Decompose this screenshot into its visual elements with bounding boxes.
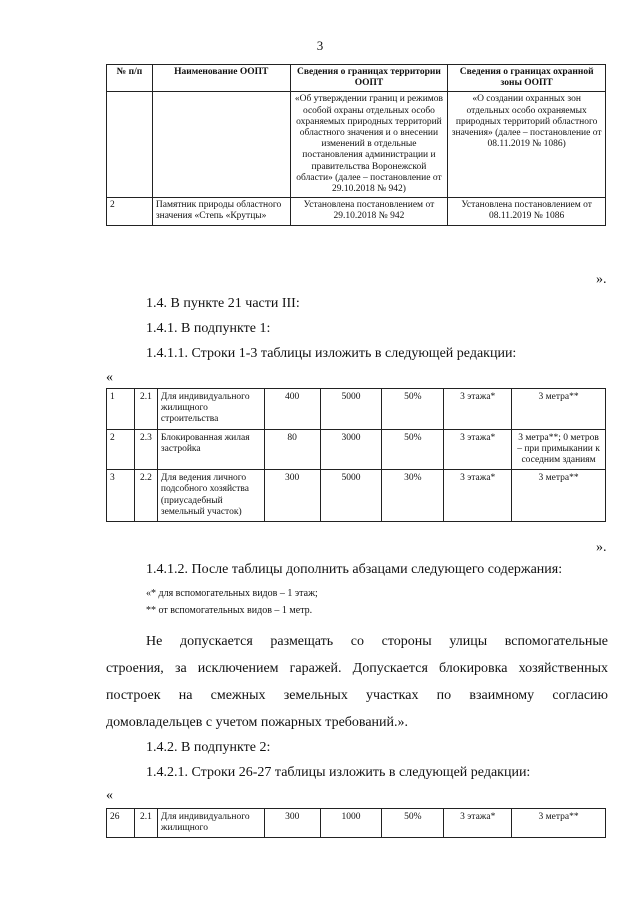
table-cell: 3000 <box>320 429 382 470</box>
table-cell: 2.1 <box>134 389 157 430</box>
opening-quote-2: « <box>106 370 113 385</box>
table-cell: Для ведения личного подсобного хозяйства (приусадебный земельный участок) <box>157 470 264 522</box>
table-cell: 50% <box>382 429 444 470</box>
paragraph-1-4-2-1: 1.4.2.1. Строки 26-27 таблицы изложить в следующей редакции: <box>146 765 531 780</box>
table-cell: 1 <box>107 389 135 430</box>
col-header-number: № п/п <box>107 65 153 92</box>
paragraph-1-4-1-1: 1.4.1.1. Строки 1-3 таблицы изложить в следующей редакции: <box>146 346 517 361</box>
table-cell: 26 <box>107 809 135 838</box>
table-cell: 300 <box>264 470 320 522</box>
table-cell: Памятник природы областного значения «Степь «Крутцы» <box>152 198 290 225</box>
opening-quote-3: « <box>106 788 113 803</box>
table-cell: 3 этажа* <box>444 429 512 470</box>
table-cell: 5000 <box>320 389 382 430</box>
table-cell: 3 <box>107 470 135 522</box>
page-number: 3 <box>316 38 324 53</box>
table-cell: 400 <box>264 389 320 430</box>
table-cell: 2.3 <box>134 429 157 470</box>
paragraph-1-4-1: 1.4.1. В подпункте 1: <box>146 321 271 336</box>
table-cell: 80 <box>264 429 320 470</box>
table-row <box>107 470 606 522</box>
table-row <box>107 92 606 198</box>
table-cell: «Об утверждении границ и режимов особой охраны отдельных особо охраняемых природных территорий областного значения и о внесении изменений в отдельные постановления администрации и правительства Воронежской области» (далее – постановление от 29.10.2018 № 942) <box>290 92 448 198</box>
table-cell: 2 <box>107 198 153 225</box>
paragraph-1-4-1-2: 1.4.1.2. После таблицы дополнить абзацами следующего содержания: <box>146 562 563 577</box>
table-cell: «О создании охранных зон отдельных особо охраняемых природных территорий областного значения» (далее – постановление от 08.11.2019 № 1086) <box>448 92 606 198</box>
table-cell: Блокированная жилая застройка <box>157 429 264 470</box>
table-cell: Установлена постановлением от 08.11.2019 № 1086 <box>448 198 606 225</box>
table-cell: 3 этажа* <box>444 389 512 430</box>
closing-quote-1: ». <box>596 272 607 287</box>
table-cell: 50% <box>382 389 444 430</box>
table-row <box>107 389 606 430</box>
table-cell: 3 метра** <box>512 470 606 522</box>
table-cell: 300 <box>264 809 320 838</box>
table-cell: 3 метра** <box>512 389 606 430</box>
table-cell <box>107 92 153 198</box>
paragraph-1-4: 1.4. В пункте 21 части III: <box>146 296 300 311</box>
table-cell: 3 метра** <box>512 809 606 838</box>
zoning-table <box>106 388 606 522</box>
table-row <box>107 198 606 225</box>
zoning-table-2 <box>106 808 606 838</box>
table-cell: 50% <box>382 809 444 838</box>
paragraph-1-4-2: 1.4.2. В подпункте 2: <box>146 740 271 755</box>
table-cell: 2.1 <box>134 809 157 838</box>
paragraph-body-line-2: строения, за исключением гаражей. Допускается блокировка хозяйственных <box>106 661 608 676</box>
table-row <box>107 429 606 470</box>
footnote-1: «* для вспомогательных видов – 1 этаж; <box>146 588 318 599</box>
table-cell: Для индивидуального жилищного строительства <box>157 389 264 430</box>
col-header-borders: Сведения о границах территории ООПТ <box>290 65 448 92</box>
paragraph-body-line-1: Не допускается размещать со стороны улицы вспомогательные <box>146 634 608 649</box>
table-row <box>107 809 606 838</box>
table-cell: 5000 <box>320 470 382 522</box>
table-header-row <box>107 65 606 92</box>
table-cell: 1000 <box>320 809 382 838</box>
table-cell: 3 этажа* <box>444 809 512 838</box>
paragraph-body-line-4: домовладельцев с учетом пожарных требований.». <box>106 715 409 730</box>
paragraph-body-line-3: построек на смежных земельных участках по взаимному согласию <box>106 688 608 703</box>
table-cell: 2.2 <box>134 470 157 522</box>
col-header-zone: Сведения о границах охранной зоны ООПТ <box>448 65 606 92</box>
closing-quote-2: ». <box>596 540 607 555</box>
table-cell: Установлена постановлением от 29.10.2018 № 942 <box>290 198 448 225</box>
footnote-2: ** от вспомогательных видов – 1 метр. <box>146 605 313 616</box>
table-cell <box>152 92 290 198</box>
table-cell: Для индивидуального жилищного <box>157 809 264 838</box>
table-cell: 3 этажа* <box>444 470 512 522</box>
table-cell: 30% <box>382 470 444 522</box>
table-cell: 3 метра**; 0 метров – при примыкании к соседним зданиям <box>512 429 606 470</box>
oopt-table <box>106 64 606 226</box>
col-header-name: Наименование ООПТ <box>152 65 290 92</box>
table-cell: 2 <box>107 429 135 470</box>
